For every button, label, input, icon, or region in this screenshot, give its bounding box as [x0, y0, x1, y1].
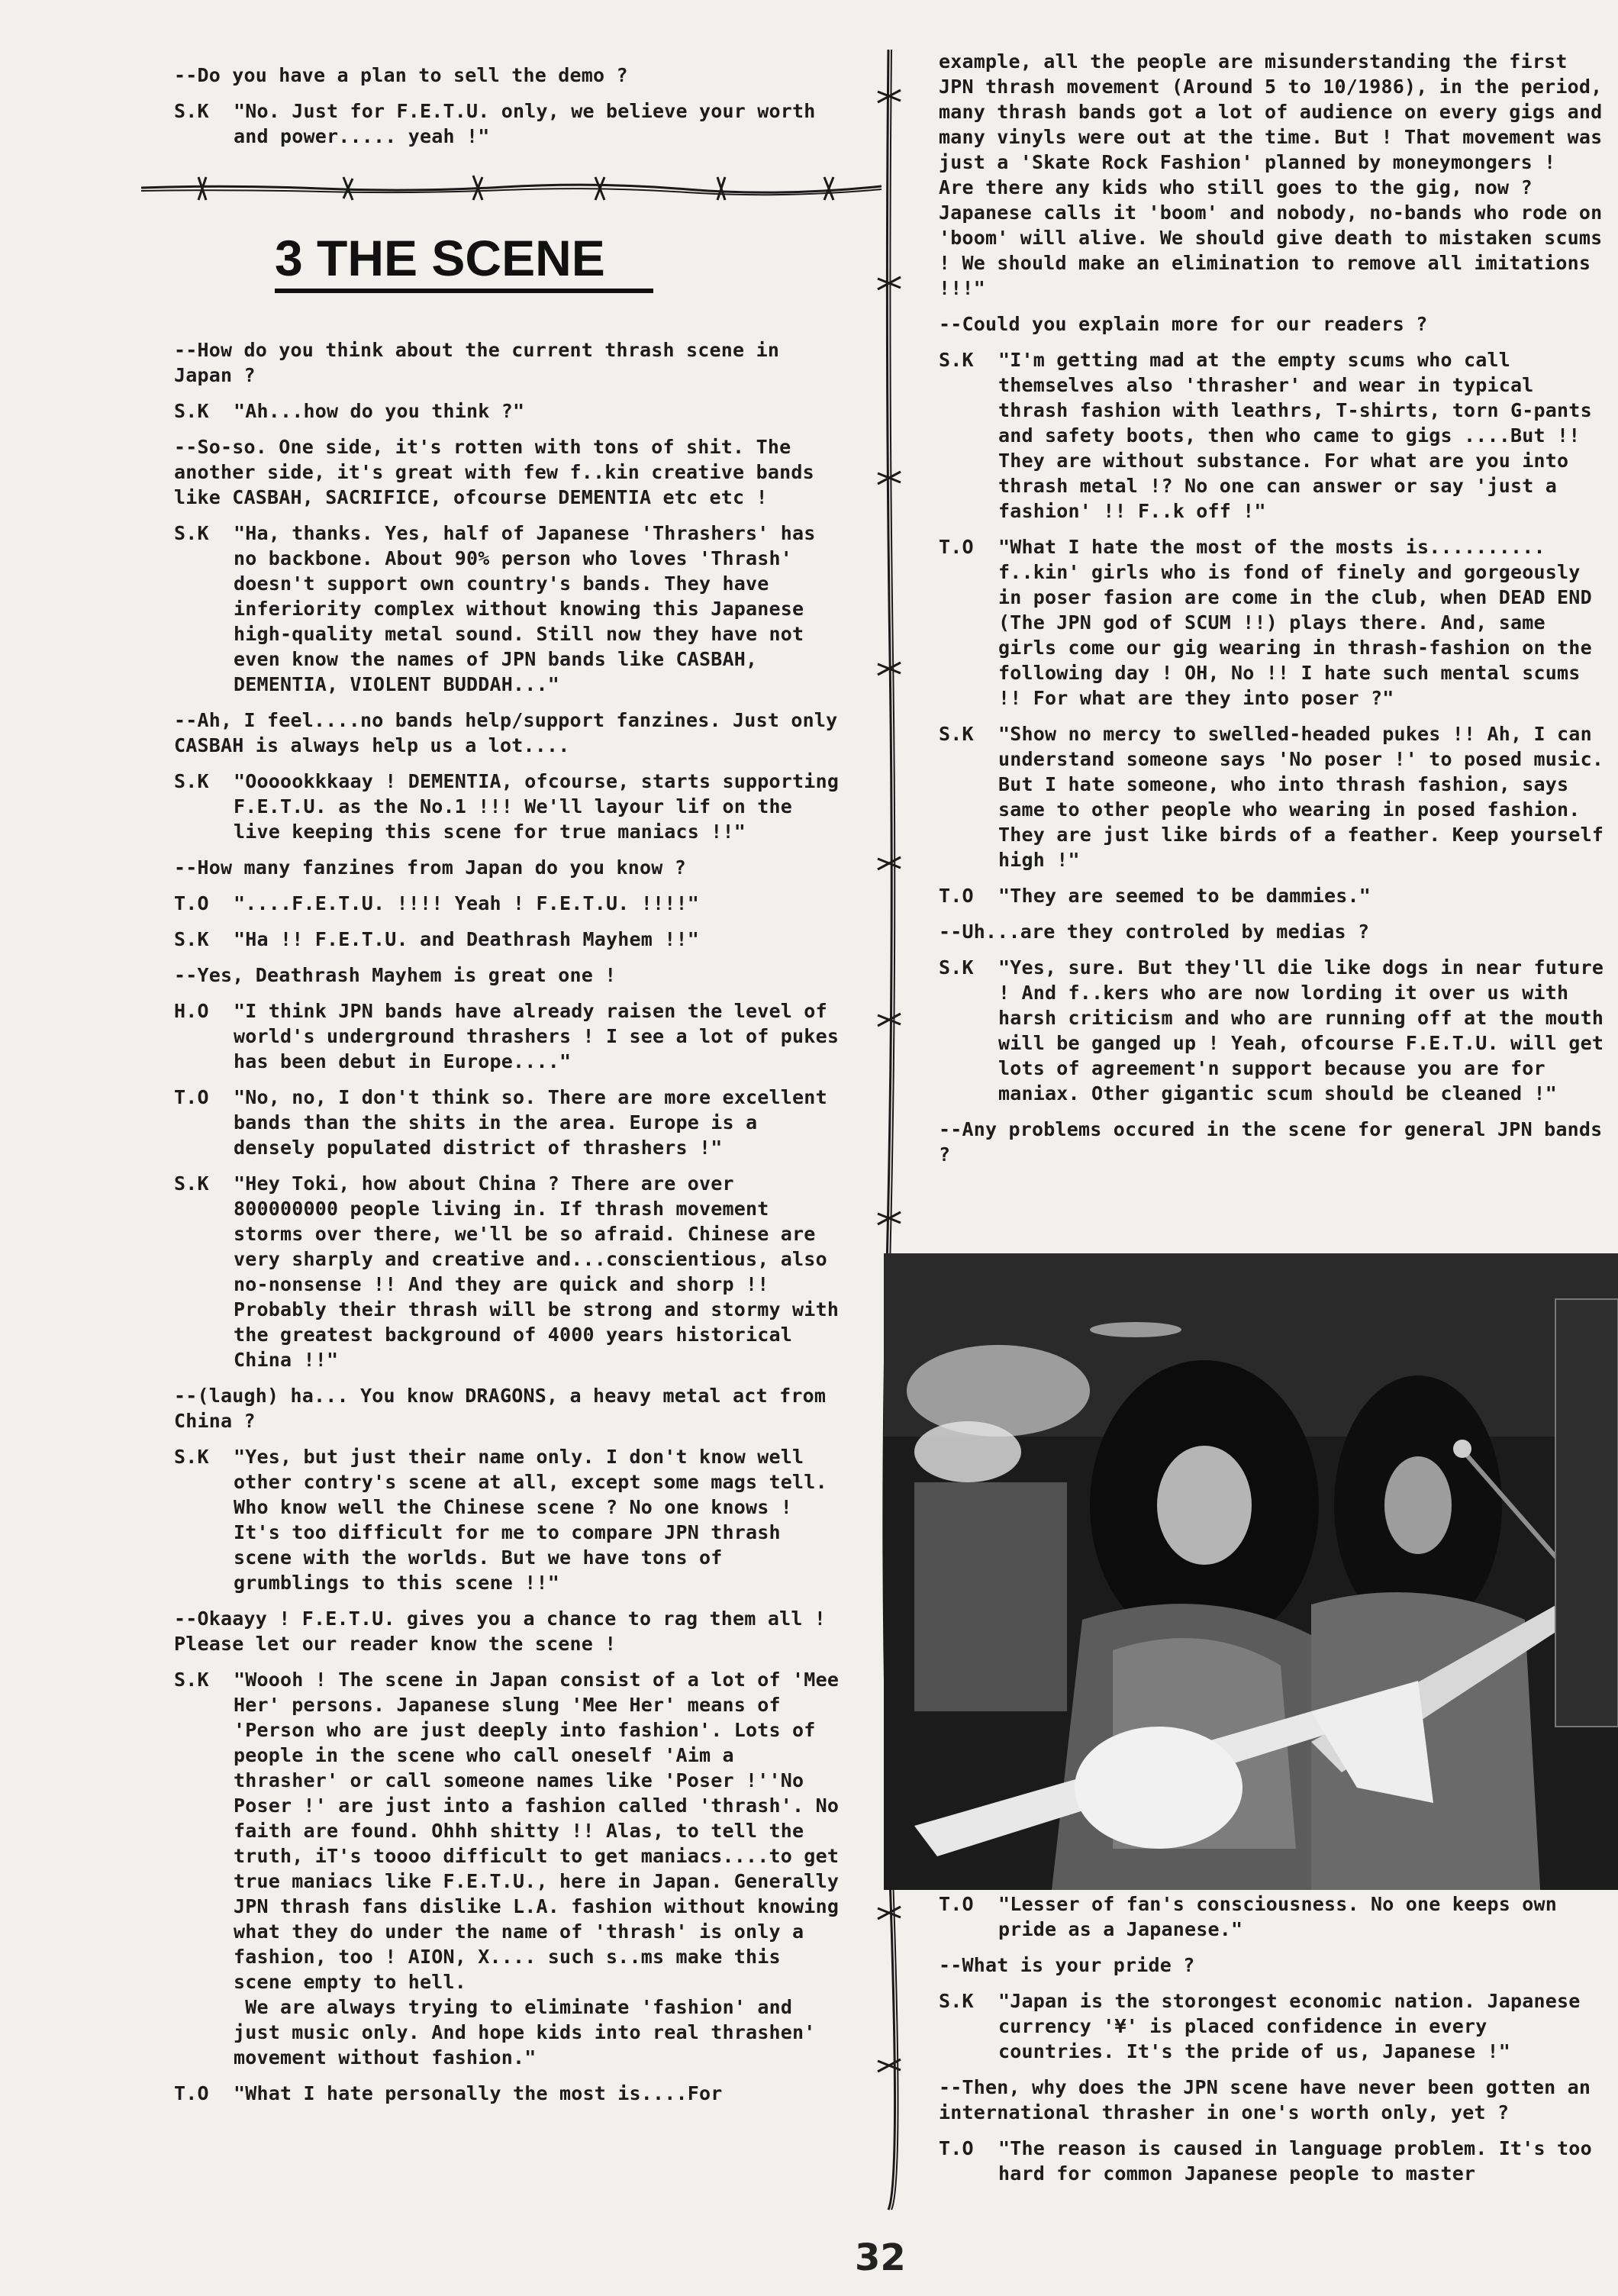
answer-text: "What I hate the most of the mosts is.......... f..kin' girls who is fond of finely and gorgeously in poser fasion are come in the club, when DEAD END (The JPN god of SCUM !!) plays there. And, same girls come our gig wearing in thrash-fashion on the following day ! OH, No !! I hate such mental scums !! For what are they into poser ?": [998, 536, 1604, 709]
answer-text: "....F.E.T.U. !!!! Yeah ! F.E.T.U. !!!!": [234, 892, 700, 914]
interview-answer: [174, 927, 846, 952]
band-live-photo: [884, 1253, 1618, 1890]
speaker-initials: S.K: [174, 1446, 209, 1468]
speaker-initials: S.K: [174, 100, 209, 122]
speaker-initials: S.K: [174, 1669, 209, 1691]
answer-text: "The reason is caused in language problem. It's too hard for common Japanese people to master: [998, 2137, 1604, 2185]
answer-text: "Ah...how do you think ?": [234, 400, 525, 422]
page-number: 32: [855, 2236, 906, 2279]
speaker-initials: S.K: [174, 770, 209, 792]
interview-question: --How many fanzines from Japan do you know ?: [174, 856, 687, 879]
speaker-initials: T.O: [174, 2082, 209, 2104]
interview-answer: [174, 998, 851, 1074]
speaker-initials: T.O: [939, 1893, 974, 1915]
band-photo-image: [884, 1253, 1618, 1890]
interview-question: --Do you have a plan to sell the demo ?: [174, 64, 628, 86]
answer-text: "Yes, but just their name only. I don't know well other contry's scene at all, except some mags tell. Who know well the Chinese scene ? No one knows ! It's too difficult for me to compare JPN thrash scene with the worlds. But we have tons of grumblings to this scene !!": [234, 1446, 840, 1594]
interview-answer: [174, 98, 846, 149]
speaker-initials: S.K: [174, 400, 209, 422]
speaker-initials: T.O: [939, 2137, 974, 2159]
answer-text: "I'm getting mad at the empty scums who call themselves also 'thrasher' and wear in typical thrash fashion with leathrs, T-shirts, torn G-pants and safety boots, then who came to gigs ....But !! They are without substance. For what are you into thrash metal !? No one can answer or say 'just a fashion' !! F..k off !": [998, 349, 1604, 522]
speaker-initials: S.K: [939, 349, 974, 371]
answer-text: "No, no, I don't think so. There are more excellent bands than the shits in the area. Europe is a densely populated district of thrashers !": [234, 1086, 840, 1159]
interview-question: --So-so. One side, it's rotten with tons of shit. The another side, it's great with few f..kin creative bands like CASBAH, SACRIFICE, ofcourse DEMENTIA etc etc !: [174, 436, 827, 508]
heading-underline: [275, 289, 653, 293]
interview-question: --Ah, I feel....no bands help/support fanzines. Just only CASBAH is always help us a lot....: [174, 709, 849, 756]
interview-question: --What is your pride ?: [939, 1954, 1195, 1976]
interview-answer: [174, 2081, 846, 2106]
speaker-initials: S.K: [174, 522, 209, 544]
speaker-initials: S.K: [174, 1172, 209, 1195]
interview-answer: [939, 1988, 1610, 2064]
speaker-initials: T.O: [939, 536, 974, 558]
interview-answer: [174, 891, 846, 916]
interview-question: --Could you explain more for our readers ?: [939, 313, 1428, 335]
interview-answer: [939, 1891, 1610, 1942]
interview-question: --Okaayy ! F.E.T.U. gives you a chance to rag them all ! Please let our reader know the scene !: [174, 1608, 838, 1655]
interview-answer: [939, 955, 1616, 1106]
right-column-text: [939, 49, 1616, 1178]
interview-question: example, all the people are misunderstanding the first JPN thrash movement (Around 5 to 10/1986), in the period, many thrash bands got a lot of audience on every gigs and many vinyls were out at the time. But ! That movement was just a 'Skate Rock Fashion' planned by moneymongers ! Are there any kids who still goes to the gig, now ? Japanese calls it 'boom' and nobody, no-bands who rode on 'boom' will alive. We should give death to mistaken scums ! We should make an elimination to remove all imitations !!!": [939, 50, 1603, 299]
answer-text: "Ha !! F.E.T.U. and Deathrash Mayhem !!": [234, 928, 700, 950]
interview-answer: [174, 521, 846, 697]
interview-answer: [939, 534, 1610, 711]
answer-text: "Ha, thanks. Yes, half of Japanese 'Thrashers' has no backbone. About 90% person who loves 'Thrash' doesn't support own country's bands. They have inferiority complex without knowing this Japanese high-quality metal sound. Still now they have not even know the names of JPN bands like CASBAH, DEMENTIA, VIOLENT BUDDAH...": [234, 522, 827, 695]
interview-question: --Yes, Deathrash Mayhem is great one !: [174, 964, 617, 986]
interview-answer: [174, 398, 846, 424]
speaker-initials: T.O: [939, 885, 974, 907]
section-heading: 3 THE SCENE: [275, 230, 605, 286]
interview-answer: [939, 347, 1610, 524]
right-column-lower-text: [939, 1891, 1610, 2197]
speaker-initials: S.K: [939, 956, 974, 979]
answer-text: "Yes, sure. But they'll die like dogs in near future ! And f..kers who are now lording it over us with harsh criticism and who are running off at the mouth will be ganged up ! Yeah, ofcourse F.E.T.U. will get lots of agreement'n support because you are for maniax. Other gigantic scum should be cleaned !": [998, 956, 1616, 1104]
speaker-initials: T.O: [174, 1086, 209, 1108]
answer-text: "Oooookkkaay ! DEMENTIA, ofcourse, starts supporting F.E.T.U. as the No.1 !!! We'll layour lif on the live keeping this scene for true maniacs !!": [234, 770, 851, 843]
interview-answer: [939, 721, 1616, 872]
barbed-wire-divider-horizontal: [137, 169, 885, 208]
interview-question: --How do you think about the current thrash scene in Japan ?: [174, 339, 791, 386]
answer-text: "They are seemed to be dammies.": [998, 885, 1371, 907]
left-column-text: [174, 337, 851, 2117]
answer-text: "Woooh ! The scene in Japan consist of a lot of 'Mee Her' persons. Japanese slung 'Mee Her' means of 'Person who are just deeply into fashion'. Lots of people in the scene who call oneself 'Aim a thrasher' or call someone names like 'Poser !''No Poser !' are just into a fashion called 'thrash'. No faith are found. Ohhh shitty !! Alas, to tell the truth, iT's toooo difficult to get maniacs....to get true maniacs like F.E.T.U., here in Japan. Generally JPN thrash fans dislike L.A. fashion without knowing what they do under the name of 'thrash' is only a fashion, too ! AION, X.... such s..ms make this scene empty to hell. We are always trying to eliminate 'fashion' and just music only. And hope kids into real thrashen' movement without fashion.": [234, 1669, 840, 2069]
speaker-initials: H.O: [174, 1000, 209, 1022]
speaker-initials: T.O: [174, 892, 209, 914]
interview-answer: [939, 2136, 1610, 2186]
answer-text: "Show no mercy to swelled-headed pukes !! Ah, I can understand someone says 'No poser !' to posed music. But I hate someone, who into thrash fashion, says same to other people who wearing in posed fashion. They are just like birds of a feather. Keep yourself high !": [998, 723, 1616, 871]
interview-question: --Then, why does the JPN scene have never been gotten an international thrasher in one's worth only, yet ?: [939, 2076, 1603, 2123]
left-top-text: [174, 63, 846, 160]
answer-text: "Hey Toki, how about China ? There are over 800000000 people living in. If thrash movement storms over there, we'll be so afraid. Chinese are very sharply and creative and...conscientious, also no-nonsense !! And they are quick and shorp !! Probably their thrash will be strong and stormy with the greatest background of 4000 years historical China !!": [234, 1172, 851, 1371]
interview-answer: [174, 1171, 851, 1372]
interview-question: --(laugh) ha... You know DRAGONS, a heavy metal act from China ?: [174, 1385, 838, 1432]
speaker-initials: S.K: [174, 928, 209, 950]
answer-text: "Lesser of fan's consciousness. No one keeps own pride as a Japanese.": [998, 1893, 1569, 1940]
speaker-initials: S.K: [939, 723, 974, 745]
answer-text: "What I hate personally the most is....For: [234, 2082, 723, 2104]
interview-answer: [174, 1085, 846, 1160]
interview-answer: [174, 1667, 846, 2070]
answer-text: "I think JPN bands have already raisen the level of world's underground thrashers ! I see a lot of pukes has been debut in Europe....": [234, 1000, 851, 1072]
interview-answer: [174, 1444, 846, 1595]
interview-answer: [939, 883, 1610, 908]
interview-answer: [174, 769, 851, 844]
answer-text: "No. Just for F.E.T.U. only, we believe your worth and power..... yeah !": [234, 100, 827, 147]
answer-text: "Japan is the storongest economic nation. Japanese currency '¥' is placed confidence in every countries. It's the pride of us, Japanese !": [998, 1990, 1592, 2062]
interview-question: --Uh...are they controled by medias ?: [939, 921, 1370, 943]
interview-question: --Any problems occured in the scene for general JPN bands ?: [939, 1118, 1614, 1166]
speaker-initials: S.K: [939, 1990, 974, 2012]
